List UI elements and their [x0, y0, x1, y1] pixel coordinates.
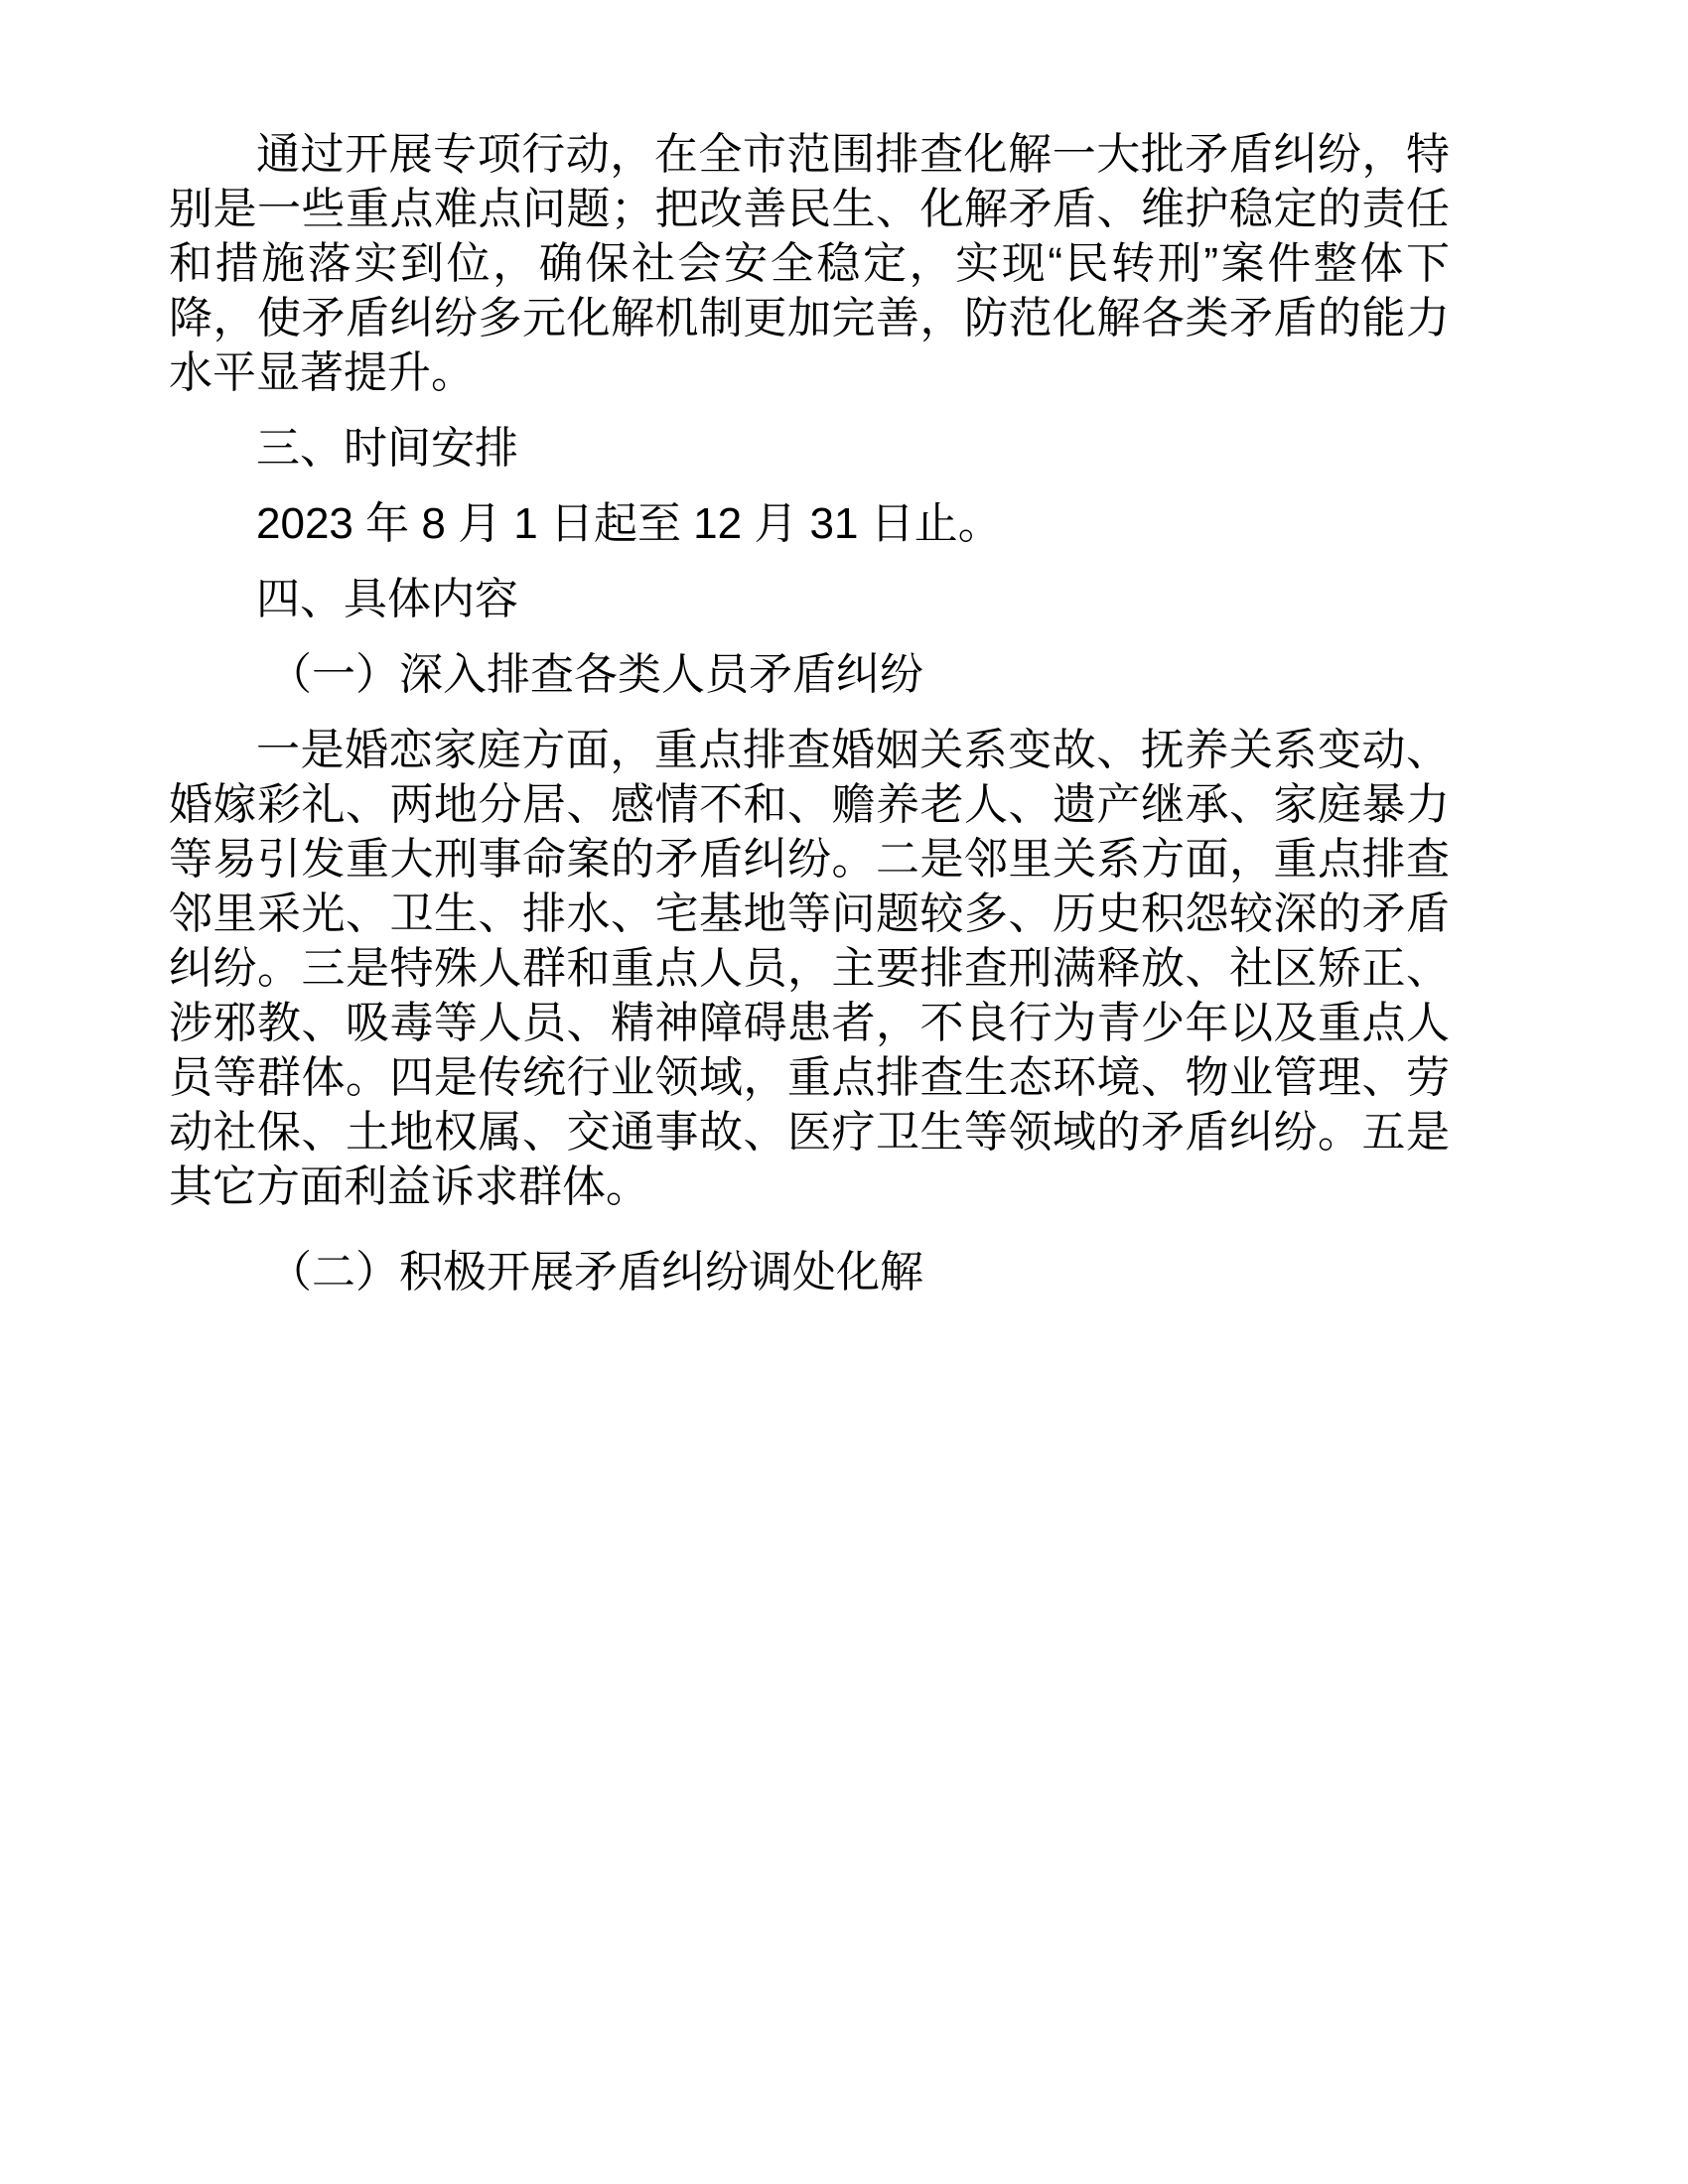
spacer [169, 711, 1450, 723]
spacer [169, 560, 1450, 572]
heading-subsection-two-mediation-resolution: （二）积极开展矛盾纠纷调处化解 [268, 1248, 923, 1297]
spacer [169, 484, 1450, 496]
paragraph-objective: 通过开展专项行动，在全市范围排查化解一大批矛盾纠纷，特别是一些重点难点问题；把改善民生、化解矛盾、维护稳定的责任和措施落实到位，确保社会安全稳定，实现“民转刑”案件整体下降，使矛盾纠纷多元化解机制更加完善，防范化解各类矛盾的能力水平显著提升。 [169, 130, 1450, 397]
document-text-column [169, 127, 1450, 1308]
line-schedule-date-range: 2023 年 8 月 1 日起至 12 月 31 日止。 [256, 499, 1002, 548]
spacer [169, 635, 1450, 647]
spacer [169, 409, 1450, 421]
heading-section-three-time-arrangement: 三、时间安排 [256, 424, 518, 473]
heading-section-four-specific-content: 四、具体内容 [256, 575, 518, 623]
spacer [169, 1223, 1450, 1245]
paragraph-dispute-categories: 一是婚恋家庭方面，重点排查婚姻关系变故、抚养关系变动、婚嫁彩礼、两地分居、感情不和、赡养老人、遗产继承、家庭暴力等易引发重大刑事命案的矛盾纠纷。二是邻里关系方面，重点排查邻里采光、卫生、排水、宅基地等问题较多、历史积怨较深的矛盾纠纷。三是特殊人群和重点人员，主要排查刑满释放、社区矫正、涉邪教、吸毒等人员、精神障碍患者，不良行为青少年以及重点人员等群体。四是传统行业领域，重点排查生态环境、物业管理、劳动社保、土地权属、交通事故、医疗卫生等领域的矛盾纠纷。五是其它方面利益诉求群体。 [169, 726, 1450, 1211]
heading-subsection-one-investigate-disputes: （一）深入排查各类人员矛盾纠纷 [268, 650, 923, 699]
